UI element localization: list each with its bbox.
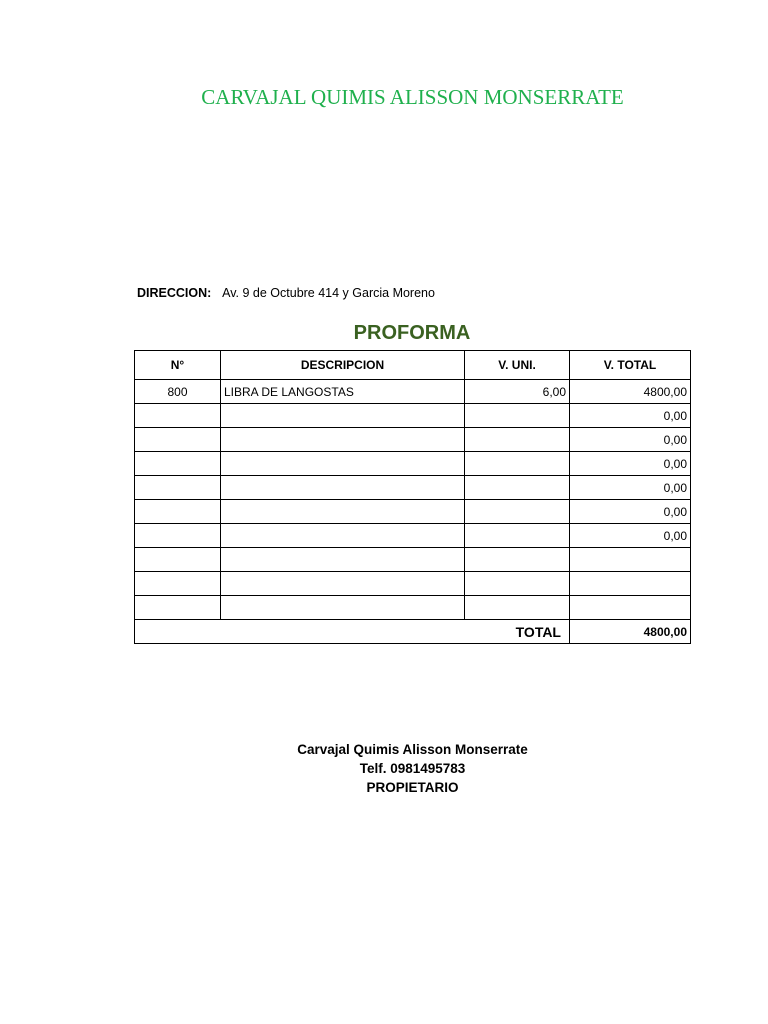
table-row xyxy=(135,572,691,596)
cell-total: 0,00 xyxy=(570,452,691,476)
cell-total: 0,00 xyxy=(570,500,691,524)
table-row xyxy=(135,524,691,548)
cell-no: 800 xyxy=(135,380,221,404)
col-header-total: V. TOTAL xyxy=(570,351,691,380)
cell-no xyxy=(135,572,221,596)
cell-desc xyxy=(221,524,465,548)
table-row xyxy=(135,380,691,404)
cell-desc xyxy=(221,476,465,500)
cell-total: 0,00 xyxy=(570,476,691,500)
address-label: DIRECCION: xyxy=(137,286,212,300)
col-header-desc: DESCRIPCION xyxy=(221,351,465,380)
table-row xyxy=(135,500,691,524)
signature-role: PROPIETARIO xyxy=(366,780,459,795)
cell-unit xyxy=(465,500,570,524)
table-row xyxy=(135,548,691,572)
cell-no xyxy=(135,548,221,572)
cell-total: 0,00 xyxy=(570,524,691,548)
cell-desc xyxy=(221,452,465,476)
cell-unit xyxy=(465,428,570,452)
cell-unit xyxy=(465,404,570,428)
cell-no xyxy=(135,500,221,524)
cell-total: 4800,00 xyxy=(570,380,691,404)
cell-unit xyxy=(465,572,570,596)
cell-unit xyxy=(465,548,570,572)
cell-no xyxy=(135,428,221,452)
items-table xyxy=(134,350,691,644)
address-value: Av. 9 de Octubre 414 y Garcia Moreno xyxy=(222,286,435,300)
cell-desc xyxy=(221,404,465,428)
table-row xyxy=(135,476,691,500)
cell-desc: LIBRA DE LANGOSTAS xyxy=(221,380,465,404)
address-line xyxy=(137,286,435,300)
signature-phone: Telf. 0981495783 xyxy=(359,761,466,776)
cell-desc xyxy=(221,500,465,524)
table-row xyxy=(135,452,691,476)
table-row xyxy=(135,404,691,428)
cell-unit xyxy=(465,476,570,500)
total-label: TOTAL xyxy=(135,620,570,644)
cell-unit: 6,00 xyxy=(465,380,570,404)
cell-unit xyxy=(465,524,570,548)
cell-total xyxy=(570,572,691,596)
cell-no xyxy=(135,596,221,620)
col-header-no: N° xyxy=(135,351,221,380)
cell-desc xyxy=(221,572,465,596)
cell-total xyxy=(570,596,691,620)
total-value: 4800,00 xyxy=(570,620,691,644)
cell-total xyxy=(570,548,691,572)
cell-no xyxy=(135,524,221,548)
cell-unit xyxy=(465,596,570,620)
cell-total: 0,00 xyxy=(570,428,691,452)
table-header-row xyxy=(135,351,691,380)
document-title: PROFORMA xyxy=(353,322,471,344)
signature-name: Carvajal Quimis Alisson Monserrate xyxy=(297,742,528,757)
table-row xyxy=(135,596,691,620)
cell-unit xyxy=(465,452,570,476)
col-header-unit: V. UNI. xyxy=(465,351,570,380)
cell-no xyxy=(135,404,221,428)
cell-total: 0,00 xyxy=(570,404,691,428)
table-row xyxy=(135,428,691,452)
cell-desc xyxy=(221,548,465,572)
cell-desc xyxy=(221,596,465,620)
cell-no xyxy=(135,476,221,500)
cell-no xyxy=(135,452,221,476)
signature-block xyxy=(0,740,768,797)
company-name: CARVAJAL QUIMIS ALISSON MONSERRATE xyxy=(201,85,624,109)
total-row xyxy=(135,620,691,644)
cell-desc xyxy=(221,428,465,452)
